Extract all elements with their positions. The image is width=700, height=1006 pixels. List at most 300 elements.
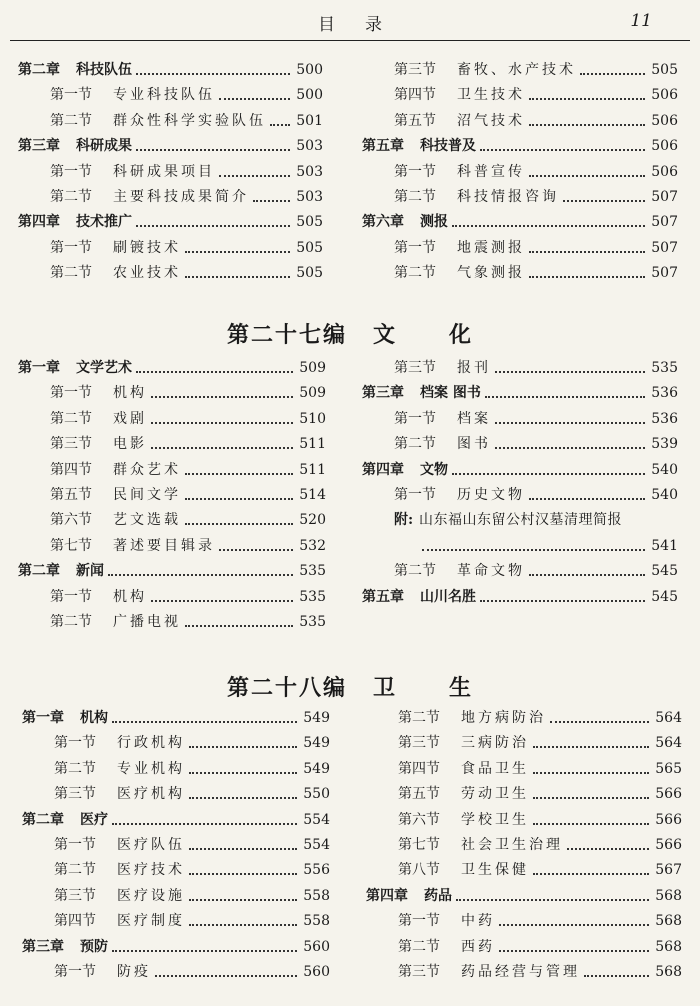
toc-entry-page: 566 <box>655 837 682 853</box>
toc-entry-label: 第三节 <box>398 964 440 980</box>
toc-entry-title: 山川名胜 <box>420 588 476 605</box>
dot-leader <box>219 160 290 177</box>
toc-entry-label: 第一节 <box>394 487 436 503</box>
toc-section-entry[interactable] <box>22 757 330 782</box>
dot-leader <box>529 83 645 100</box>
toc-entry-title: 主要科技成果简介 <box>113 189 249 205</box>
part-27-title <box>0 318 700 349</box>
page-title: 目录 <box>318 15 412 35</box>
toc-entry-page: 540 <box>651 461 678 478</box>
part-28-title <box>0 671 700 702</box>
toc-section-entry[interactable] <box>18 185 323 210</box>
toc-entry-title: 医疗技术 <box>117 862 185 879</box>
toc-entry-page: 536 <box>651 385 678 402</box>
dot-leader <box>189 884 297 901</box>
toc-entry-title: 历史文物 <box>457 487 525 503</box>
toc-entry-label: 第二节 <box>50 112 92 129</box>
toc-entry-label: 第一节 <box>50 163 92 180</box>
page-header <box>10 0 690 41</box>
dot-leader <box>529 483 645 500</box>
toc-section-entry[interactable] <box>362 559 678 584</box>
toc-section-entry[interactable] <box>22 884 330 909</box>
toc-chapter-entry[interactable] <box>362 381 678 406</box>
toc-entry-title: 医疗队伍 <box>117 837 185 853</box>
toc-chapter-entry[interactable] <box>18 134 323 159</box>
dot-leader <box>422 534 645 551</box>
toc-entry-page: 549 <box>303 710 330 726</box>
toc-entry-title: 畜牧、水产技术 <box>457 62 576 78</box>
toc-entry-page: 541 <box>651 537 678 554</box>
toc-entry-label: 第四节 <box>54 913 96 930</box>
toc-entry-label: 第五节 <box>398 786 440 803</box>
dot-leader <box>533 757 649 774</box>
toc-section-entry[interactable] <box>366 833 682 858</box>
dot-leader <box>452 458 645 475</box>
toc-section-entry[interactable] <box>366 858 682 883</box>
toc-entry-title: 社会卫生治理 <box>461 837 563 853</box>
toc-entry-label: 第三节 <box>394 62 436 78</box>
toc-entry-page: 565 <box>655 760 682 777</box>
toc-entry-page: 503 <box>296 189 323 205</box>
toc-entry-label: 第五章 <box>362 588 404 605</box>
toc-entry-title: 专业机构 <box>117 760 185 777</box>
toc-section-entry[interactable] <box>18 585 326 610</box>
toc-entry-title: 医疗 <box>80 811 108 828</box>
toc-section-entry[interactable] <box>366 808 682 833</box>
toc-chapter-entry[interactable] <box>22 706 330 731</box>
toc-entry-label: 第三节 <box>54 887 96 904</box>
toc-chapter-entry[interactable] <box>22 808 330 833</box>
dot-leader <box>112 706 297 723</box>
part-28-title-word1: 卫 <box>372 676 397 701</box>
toc-entry-page: 507 <box>651 214 678 231</box>
toc-section-entry[interactable] <box>366 909 682 934</box>
toc-entry-label: 第七节 <box>398 837 440 853</box>
toc-chapter-entry[interactable] <box>18 559 326 584</box>
toc-section-entry[interactable] <box>18 236 323 261</box>
toc-entry-title: 医疗制度 <box>117 913 185 930</box>
dot-leader <box>533 808 649 825</box>
toc-entry-title: 机构 <box>113 385 147 402</box>
toc-entry-label: 第三节 <box>394 360 436 376</box>
toc-entry-title: 地震测报 <box>457 239 525 256</box>
toc-entry[interactable] <box>362 508 678 533</box>
toc-entry-title: 档案 图书 <box>420 385 481 402</box>
toc-entry-label: 第二章 <box>18 563 60 580</box>
toc-section-entry[interactable] <box>362 236 678 261</box>
toc-section-entry[interactable] <box>18 610 326 635</box>
toc-entry-label: 第二节 <box>54 760 96 777</box>
toc-section-entry[interactable] <box>18 534 326 559</box>
toc-entry-page: 507 <box>651 265 678 282</box>
toc-entry-label: 第一节 <box>50 239 92 256</box>
toc-entry-label: 第二章 <box>18 62 60 78</box>
toc-entry-page: 505 <box>296 214 323 231</box>
toc-entry-title: 食品卫生 <box>461 760 529 777</box>
toc-entry-title: 农业技术 <box>113 265 181 282</box>
toc-entry-label: 第一章 <box>22 710 64 726</box>
toc-entry-page: 506 <box>651 163 678 180</box>
toc-entry-page: 509 <box>299 360 326 376</box>
toc-entry-title: 测报 <box>420 214 448 231</box>
toc-entry-title: 机构 <box>113 588 147 605</box>
toc-entry-label: 第一节 <box>50 87 92 104</box>
toc-entry-page: 535 <box>299 588 326 605</box>
toc-entry-title: 民间文学 <box>113 487 181 503</box>
part-27-title-number: 第二十七编 <box>226 323 347 348</box>
toc-entry-title: 新闻 <box>76 563 104 580</box>
toc-section-entry[interactable] <box>366 960 682 985</box>
dot-leader <box>189 833 297 850</box>
toc-chapter-entry[interactable] <box>362 458 678 483</box>
dot-leader <box>495 407 645 424</box>
dot-leader <box>136 58 290 75</box>
toc-section-entry[interactable] <box>362 432 678 457</box>
toc-entry-title: 卫生保健 <box>461 862 529 879</box>
toc-entry-title: 卫生技术 <box>457 87 525 104</box>
toc-entry-label: 第三节 <box>50 436 92 453</box>
toc-entry-page: 549 <box>303 760 330 777</box>
toc-entry-title: 戏剧 <box>113 410 147 427</box>
toc-section-entry[interactable] <box>366 782 682 807</box>
dot-leader <box>550 706 649 723</box>
toc-entry-title: 药品 <box>424 887 452 904</box>
toc-entry-title: 广播电视 <box>113 614 181 630</box>
dot-leader <box>108 559 293 576</box>
toc-entry-page: 568 <box>655 938 682 955</box>
toc-entry-page: 514 <box>299 487 326 503</box>
toc-entry-title: 报刊 <box>457 360 491 376</box>
part-28-title-number: 第二十八编 <box>226 676 347 701</box>
toc-entry-page: 545 <box>651 563 678 580</box>
toc-entry-page: 500 <box>296 87 323 104</box>
toc-entry-label: 第四节 <box>50 461 92 478</box>
toc-section-entry[interactable] <box>18 83 323 108</box>
dot-leader <box>533 858 649 875</box>
toc-entry-page: 540 <box>651 487 678 503</box>
toc-entry-page: 507 <box>651 189 678 205</box>
toc-entry-title: 中药 <box>461 913 495 930</box>
toc-entry-label: 第五节 <box>394 112 436 129</box>
dot-leader <box>185 508 293 525</box>
toc-section-entry[interactable] <box>22 833 330 858</box>
toc-section-entry[interactable] <box>18 483 326 508</box>
dot-leader <box>151 407 293 424</box>
toc-entry-page: 503 <box>296 163 323 180</box>
toc-section-entry[interactable] <box>18 109 323 134</box>
dot-leader <box>151 381 293 398</box>
toc-entry[interactable] <box>362 534 678 559</box>
toc-chapter-entry[interactable] <box>18 210 323 235</box>
part-27-title-word1: 文 <box>372 323 397 348</box>
toc-entry-page: 511 <box>299 461 326 478</box>
toc-entry-label: 第二节 <box>50 410 92 427</box>
toc-entry-label: 第一章 <box>18 360 60 376</box>
toc-entry-label: 第二节 <box>398 938 440 955</box>
dot-leader <box>185 236 290 253</box>
toc-entry-page: 506 <box>651 138 678 155</box>
dot-leader <box>495 356 645 373</box>
dot-leader <box>499 935 649 952</box>
toc-entry-page: 568 <box>655 913 682 930</box>
toc-entry-title: 医疗设施 <box>117 887 185 904</box>
toc-chapter-entry[interactable] <box>362 210 678 235</box>
toc-entry-page: 507 <box>651 239 678 256</box>
dot-leader <box>151 585 293 602</box>
toc-entry-title: 山东福山东留公村汉墓清理简报 <box>419 512 622 529</box>
toc-entry-title: 文物 <box>420 461 448 478</box>
dot-leader <box>529 559 645 576</box>
toc-entry-title: 革命文物 <box>457 563 525 580</box>
dot-leader <box>253 185 290 202</box>
toc-section-entry[interactable] <box>362 83 678 108</box>
toc-entry-title: 群众性科学实验队伍 <box>113 112 266 129</box>
dot-leader <box>529 160 645 177</box>
toc-entry-label: 第二章 <box>22 811 64 828</box>
toc-entry-title: 档案 <box>457 410 491 427</box>
dot-leader <box>499 909 649 926</box>
dot-leader <box>189 909 297 926</box>
toc-entry-title: 防疫 <box>117 964 151 980</box>
toc-entry-label: 第一节 <box>50 385 92 402</box>
part-27-title-word2: 化 <box>449 323 474 348</box>
dot-leader <box>151 432 293 449</box>
toc-entry-label: 第二节 <box>394 265 436 282</box>
toc-section-entry[interactable] <box>22 960 330 985</box>
toc-entry-title: 三病防治 <box>461 735 529 752</box>
toc-entry-title: 学校卫生 <box>461 811 529 828</box>
toc-entry-label: 第四节 <box>394 87 436 104</box>
toc-chapter-entry[interactable] <box>18 58 323 83</box>
toc-entry-title: 群众艺术 <box>113 461 181 478</box>
dot-leader <box>189 757 297 774</box>
toc-entry-label: 第一节 <box>54 964 96 980</box>
toc-section-entry[interactable] <box>22 782 330 807</box>
toc-section-entry[interactable] <box>362 160 678 185</box>
toc-entry-page: 545 <box>651 588 678 605</box>
dot-leader <box>136 134 290 151</box>
toc-entry-page: 509 <box>299 385 326 402</box>
dot-leader <box>480 134 645 151</box>
toc-entry-title: 艺文选载 <box>113 512 181 529</box>
toc-section-entry[interactable] <box>18 160 323 185</box>
toc-entry-title: 科技普及 <box>420 138 476 155</box>
toc-section-entry[interactable] <box>18 432 326 457</box>
toc-entry-page: 566 <box>655 786 682 803</box>
toc-entry-page: 556 <box>303 862 330 879</box>
toc-chapter-entry[interactable] <box>362 585 678 610</box>
toc-entry-page: 564 <box>655 735 682 752</box>
toc-entry-page: 560 <box>303 938 330 955</box>
toc-entry-page: 554 <box>303 837 330 853</box>
toc-entry-page: 536 <box>651 410 678 427</box>
dot-leader <box>189 782 297 799</box>
toc-section-entry[interactable] <box>366 757 682 782</box>
toc-entry-label: 第一节 <box>394 163 436 180</box>
toc-entry-page: 500 <box>296 62 323 78</box>
toc-entry-label: 第二节 <box>50 614 92 630</box>
toc-entry-page: 535 <box>299 563 326 580</box>
toc-section-entry[interactable] <box>366 706 682 731</box>
dot-leader <box>563 185 645 202</box>
toc-entry-page: 505 <box>651 62 678 78</box>
toc-entry-page: 520 <box>299 512 326 529</box>
toc-entry-label: 附: <box>394 512 414 529</box>
toc-entry-label: 第三节 <box>54 786 96 803</box>
toc-section-entry[interactable] <box>362 261 678 286</box>
dot-leader <box>112 808 297 825</box>
toc-entry-title: 科研成果 <box>76 138 132 155</box>
dot-leader <box>136 356 293 373</box>
toc-entry-title: 科研成果项目 <box>113 163 215 180</box>
toc-section-entry[interactable] <box>366 731 682 756</box>
toc-entry-title: 药品经营与管理 <box>461 964 580 980</box>
toc-entry-label: 第三章 <box>362 385 404 402</box>
toc-entry-label: 第六节 <box>50 512 92 529</box>
toc-entry-title: 专业科技队伍 <box>113 87 215 104</box>
toc-entry-page: 535 <box>299 614 326 630</box>
dot-leader <box>270 109 290 126</box>
dot-leader <box>185 261 290 278</box>
toc-section-entry[interactable] <box>18 458 326 483</box>
toc-entry-label: 第二节 <box>394 189 436 205</box>
toc-section-entry[interactable] <box>22 731 330 756</box>
toc-section-entry[interactable] <box>22 858 330 883</box>
dot-leader <box>219 534 293 551</box>
toc-entry-title: 图书 <box>457 436 491 453</box>
toc-entry-title: 科技队伍 <box>76 62 132 78</box>
toc-section-entry[interactable] <box>362 185 678 210</box>
toc-entry-page: 506 <box>651 112 678 129</box>
toc-entry-title: 沼气技术 <box>457 112 525 129</box>
toc-entry-page: 511 <box>299 436 326 453</box>
toc-entry-page: 549 <box>303 735 330 752</box>
toc-entry-page: 510 <box>299 410 326 427</box>
toc-entry-label: 第二节 <box>394 563 436 580</box>
toc-entry-label: 第四节 <box>398 760 440 777</box>
toc-section-entry[interactable] <box>362 109 678 134</box>
toc-entry-label: 第一节 <box>398 913 440 930</box>
toc-entry-title: 劳动卫生 <box>461 786 529 803</box>
toc-entry-label: 第四章 <box>366 887 408 904</box>
dot-leader <box>533 782 649 799</box>
toc-entry-title: 科普宣传 <box>457 163 525 180</box>
toc-entry-page: 535 <box>651 360 678 376</box>
toc-entry-title: 著述要目辑录 <box>113 537 215 554</box>
toc-entry-page: 554 <box>303 811 330 828</box>
toc-section-entry[interactable] <box>18 261 323 286</box>
dot-leader <box>529 236 645 253</box>
dot-leader <box>136 210 290 227</box>
toc-chapter-entry[interactable] <box>18 356 326 381</box>
toc-entry-label: 第三章 <box>18 138 60 155</box>
dot-leader <box>495 432 645 449</box>
toc-entry-label: 第二节 <box>394 436 436 453</box>
toc-entry-page: 560 <box>303 964 330 980</box>
toc-section-entry[interactable] <box>362 58 678 83</box>
dot-leader <box>189 858 297 875</box>
toc-entry-page: 568 <box>655 964 682 980</box>
toc-chapter-entry[interactable] <box>22 935 330 960</box>
toc-section-entry[interactable] <box>22 909 330 934</box>
toc-entry-page: 539 <box>651 436 678 453</box>
toc-entry-label: 第四章 <box>18 214 60 231</box>
dot-leader <box>112 935 297 952</box>
toc-entry-label: 第四章 <box>362 461 404 478</box>
toc-entry-label: 第一节 <box>54 735 96 752</box>
dot-leader <box>456 884 649 901</box>
toc-entry-page: 550 <box>303 786 330 803</box>
toc-entry-label: 第一节 <box>394 239 436 256</box>
toc-entry-page: 567 <box>655 862 682 879</box>
toc-entry-page: 505 <box>296 265 323 282</box>
toc-entry-label: 第二节 <box>50 265 92 282</box>
toc-entry-page: 532 <box>299 537 326 554</box>
toc-entry-label: 第六章 <box>362 214 404 231</box>
dot-leader <box>452 210 645 227</box>
toc-entry-label: 第一节 <box>50 588 92 605</box>
toc-entry-label: 第七节 <box>50 537 92 554</box>
dot-leader <box>529 261 645 278</box>
toc-entry-page: 566 <box>655 811 682 828</box>
toc-entry-page: 506 <box>651 87 678 104</box>
toc-entry-title: 文学艺术 <box>76 360 132 376</box>
toc-entry-title: 气象测报 <box>457 265 525 282</box>
toc-section-entry[interactable] <box>18 508 326 533</box>
toc-entry-label: 第二节 <box>50 189 92 205</box>
toc-entry-title: 西药 <box>461 938 495 955</box>
toc-entry-page: 505 <box>296 239 323 256</box>
toc-entry-label: 第一节 <box>394 410 436 427</box>
dot-leader <box>219 83 290 100</box>
toc-chapter-entry[interactable] <box>366 884 682 909</box>
toc-section-entry[interactable] <box>366 935 682 960</box>
toc-entry-title: 刷镀技术 <box>113 239 181 256</box>
page-number: 11 <box>630 11 652 31</box>
dot-leader <box>584 960 649 977</box>
toc-entry-title: 电影 <box>113 436 147 453</box>
dot-leader <box>567 833 649 850</box>
toc-entry-label: 第三节 <box>398 735 440 752</box>
toc-entry-title: 行政机构 <box>117 735 185 752</box>
dot-leader <box>185 610 293 627</box>
part-28-title-word2: 生 <box>449 676 474 701</box>
toc-entry-title: 科技情报咨询 <box>457 189 559 205</box>
toc-entry-title: 医疗机构 <box>117 786 185 803</box>
dot-leader <box>533 731 649 748</box>
toc-entry-label: 第二节 <box>398 710 440 726</box>
toc-entry-page: 503 <box>296 138 323 155</box>
toc-entry-page: 501 <box>296 112 323 129</box>
toc-entry-label: 第五章 <box>362 138 404 155</box>
toc-section-entry[interactable] <box>362 356 678 381</box>
dot-leader <box>155 960 297 977</box>
toc-entry-title: 地方病防治 <box>461 710 546 726</box>
dot-leader <box>485 381 645 398</box>
toc-entry-title: 技术推广 <box>76 214 132 231</box>
dot-leader <box>185 483 293 500</box>
toc-section-entry[interactable] <box>18 381 326 406</box>
toc-entry-label: 第一节 <box>54 837 96 853</box>
dot-leader <box>189 731 297 748</box>
toc-chapter-entry[interactable] <box>362 134 678 159</box>
toc-section-entry[interactable] <box>18 407 326 432</box>
toc-section-entry[interactable] <box>362 483 678 508</box>
toc-entry-page: 564 <box>655 710 682 726</box>
toc-entry-title: 机构 <box>80 710 108 726</box>
toc-section-entry[interactable] <box>362 407 678 432</box>
toc-entry-label: 第六节 <box>398 811 440 828</box>
